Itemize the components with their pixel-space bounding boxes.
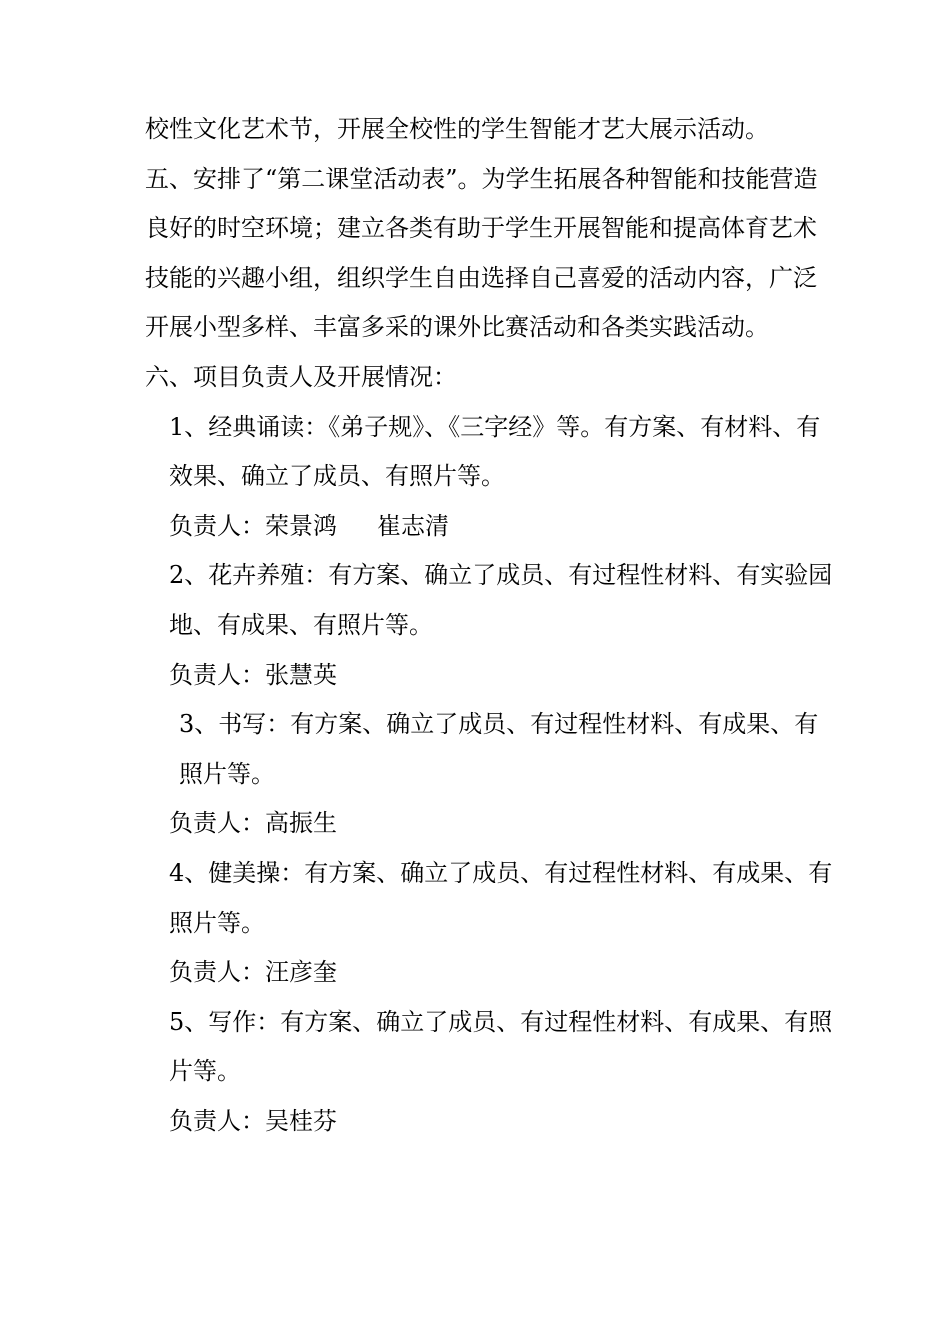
responsible-name: 汪彦奎 xyxy=(265,958,337,987)
paragraph-arts-festival: 校性文化艺术节，开展全校性的学生智能才艺大展示活动。 xyxy=(145,115,769,143)
responsible-label: 负责人： xyxy=(169,958,265,987)
item-4-description: 4、健美操：有方案、确立了成员、有过程性材料、有成果、有照片等。 xyxy=(169,858,833,937)
item-5-description: 5、写作：有方案、确立了成员、有过程性材料、有成果、有照片等。 xyxy=(169,1007,833,1086)
item-2-responsible xyxy=(145,651,835,701)
responsible-label: 负责人： xyxy=(169,809,265,838)
item-2-description: 2、花卉养殖：有方案、确立了成员、有过程性材料、有实验园地、有成果、有照片等。 xyxy=(169,561,833,639)
responsible-name: 高振生 xyxy=(265,809,337,838)
item-3-description: 3、书写：有方案、确立了成员、有过程性材料、有成果、有照片等。 xyxy=(179,710,819,788)
responsible-name: 荣景鸿 xyxy=(265,511,337,540)
document-body xyxy=(145,105,835,1146)
responsible-label: 负责人： xyxy=(169,1106,265,1135)
item-5-responsible xyxy=(145,1097,835,1147)
responsible-label: 负责人： xyxy=(169,511,265,540)
paragraph-section-five: 五、安排了“第二课堂活动表”。为学生拓展各种智能和技能营造良好的时空环境；建立各类有助于学生开展智能和提高体育艺术技能的兴趣小组，组织学生自由选择自己喜爱的活动内容，广泛开展小型多样、丰富多采的课外比赛活动和各类实践活动。 xyxy=(145,164,818,342)
responsible-name: 张慧英 xyxy=(265,660,337,689)
responsible-name: 崔志清 xyxy=(377,511,449,540)
item-1-description: 1、经典诵读：《弟子规》、《三字经》等。有方案、有材料、有效果、确立了成员、有照片等。 xyxy=(169,412,821,491)
paragraph-section-six-heading: 六、项目负责人及开展情况： xyxy=(145,362,457,391)
responsible-name: 吴桂芬 xyxy=(265,1106,337,1135)
item-4-responsible xyxy=(145,948,835,998)
responsible-label: 负责人： xyxy=(169,660,265,689)
item-3-responsible xyxy=(145,799,835,849)
item-1-responsible xyxy=(145,502,835,552)
